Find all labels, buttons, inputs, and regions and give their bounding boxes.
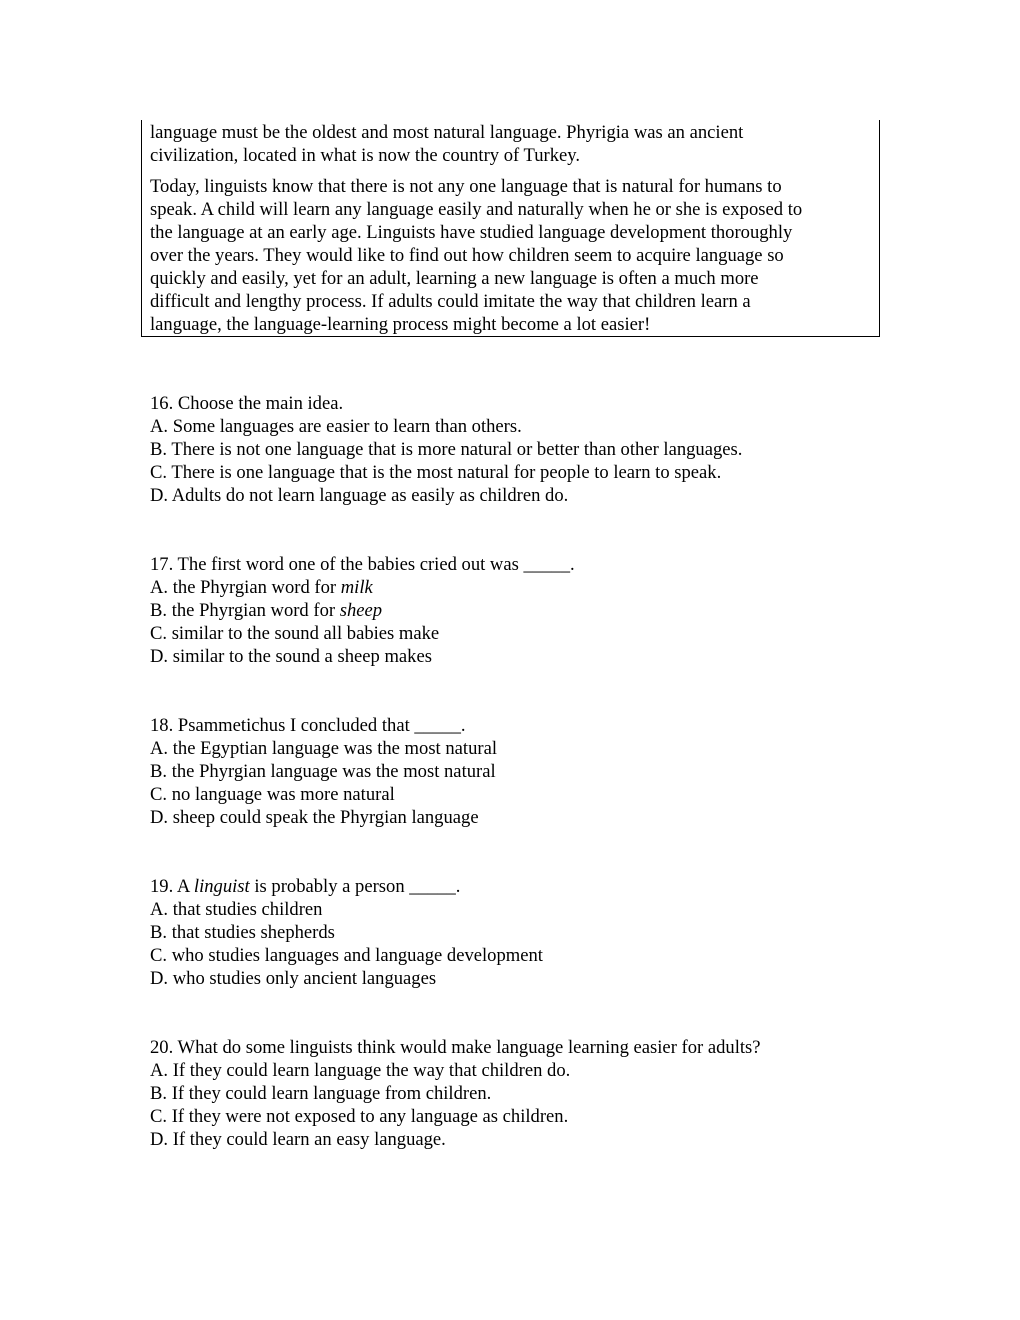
option-d: D. sheep could speak the Phyrgian language xyxy=(150,807,479,828)
option-b xyxy=(150,599,575,622)
option-c: C. who studies languages and language development xyxy=(150,945,543,966)
question-stem xyxy=(150,875,543,898)
stem-post: is probably a person _____. xyxy=(249,876,461,897)
question-stem: 17. The first word one of the babies cried out was _____. xyxy=(150,554,575,575)
passage-line: quickly and easily, yet for an adult, learning a new language is often a much more xyxy=(150,268,759,289)
option-b: B. the Phyrgian language was the most natural xyxy=(150,761,496,782)
option-a: A. the Egyptian language was the most natural xyxy=(150,738,497,759)
passage-line: the language at an early age. Linguists have studied language development thoroughly xyxy=(150,222,793,243)
question-17 xyxy=(150,553,575,668)
passage-line: language must be the oldest and most natural language. Phyrigia was an ancient xyxy=(150,122,744,143)
option-b: B. There is not one language that is more natural or better than other languages. xyxy=(150,439,743,460)
passage-line: over the years. They would like to find out how children seem to acquire language so xyxy=(150,245,784,266)
option-c: C. There is one language that is the most natural for people to learn to speak. xyxy=(150,462,722,483)
question-20 xyxy=(150,1036,761,1151)
question-18 xyxy=(150,714,497,829)
option-b: B. that studies shepherds xyxy=(150,922,335,943)
passage-line: speak. A child will learn any language easily and naturally when he or she is exposed to xyxy=(150,199,803,220)
option-d: D. who studies only ancient languages xyxy=(150,968,437,989)
option-c: C. similar to the sound all babies make xyxy=(150,623,440,644)
option-c: C. no language was more natural xyxy=(150,784,395,805)
option-d: D. If they could learn an easy language. xyxy=(150,1129,446,1150)
option-text: A. the Phyrgian word for xyxy=(150,577,341,598)
option-italic: milk xyxy=(340,577,373,598)
option-d: D. Adults do not learn language as easily as children do. xyxy=(150,485,569,506)
passage-line: Today, linguists know that there is not any one language that is natural for humans to xyxy=(150,176,782,197)
stem-italic: linguist xyxy=(193,876,250,897)
option-a: A. Some languages are easier to learn than others. xyxy=(150,416,522,437)
option-b: B. If they could learn language from children. xyxy=(150,1083,492,1104)
stem-pre: 19. A xyxy=(150,876,194,897)
passage-line: language, the language-learning process might become a lot easier! xyxy=(150,314,651,335)
option-a: A. that studies children xyxy=(150,899,323,920)
question-stem: 18. Psammetichus I concluded that _____. xyxy=(150,715,466,736)
question-19 xyxy=(150,875,543,990)
option-a: A. If they could learn language the way that children do. xyxy=(150,1060,571,1081)
option-text: B. the Phyrgian word for xyxy=(150,600,340,621)
passage-line: difficult and lengthy process. If adults could imitate the way that children learn a xyxy=(150,291,751,312)
option-italic: sheep xyxy=(339,600,383,621)
question-stem: 20. What do some linguists think would make language learning easier for adults? xyxy=(150,1037,761,1058)
question-stem: 16. Choose the main idea. xyxy=(150,393,344,414)
option-d: D. similar to the sound a sheep makes xyxy=(150,646,432,667)
option-c: C. If they were not exposed to any language as children. xyxy=(150,1106,569,1127)
option-a xyxy=(150,576,575,599)
passage-line: civilization, located in what is now the country of Turkey. xyxy=(150,145,580,166)
question-16 xyxy=(150,392,742,507)
